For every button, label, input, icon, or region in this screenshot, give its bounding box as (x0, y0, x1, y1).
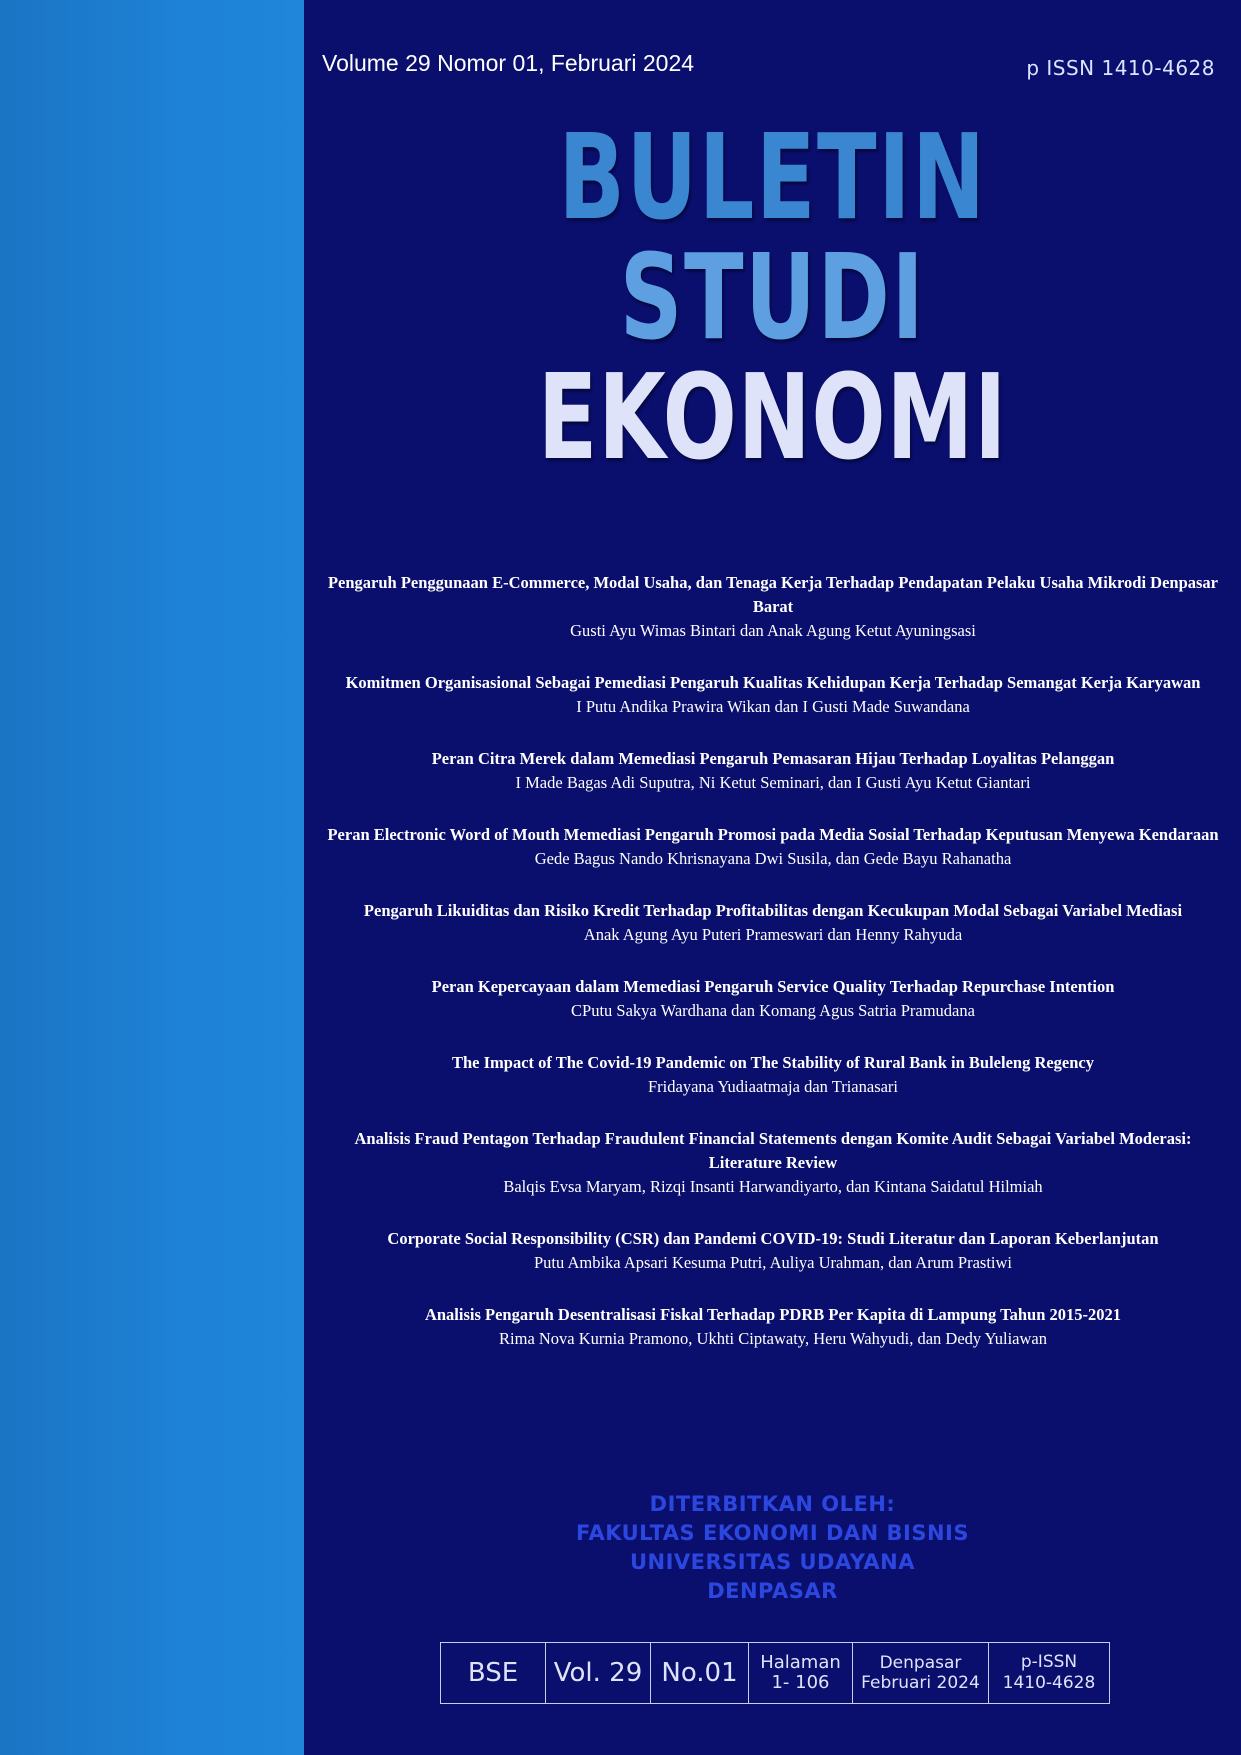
article-entry (322, 1051, 1224, 1099)
article-entry (322, 823, 1224, 871)
article-title: Pengaruh Likuiditas dan Risiko Kredit Terhadap Profitabilitas dengan Kecukupan Modal Sebagai Variabel Mediasi (363, 901, 1183, 920)
citation-footer (440, 1642, 1110, 1704)
article-authors: Fridayana Yudiaatmaja dan Trianasari (647, 1077, 899, 1096)
publisher-line: DENPASAR (707, 1579, 838, 1603)
issn-label: p ISSN 1410-4628 (1026, 56, 1215, 80)
article-entry (322, 975, 1224, 1023)
article-authors: Gusti Ayu Wimas Bintari dan Anak Agung Ketut Ayuningsasi (570, 621, 976, 640)
footer-pages (749, 1643, 853, 1703)
article-authors: Rima Nova Kurnia Pramono, Ukhti Ciptawaty, Heru Wahyudi, dan Dedy Yuliawan (499, 1329, 1047, 1348)
masthead-line-3: EKONOMI (537, 348, 1008, 486)
publisher-line: DITERBITKAN OLEH: (649, 1492, 896, 1516)
article-entry (322, 747, 1224, 795)
masthead-line-2: STUDI (619, 228, 926, 366)
publisher-block (304, 1490, 1241, 1606)
publisher-line: FAKULTAS EKONOMI DAN BISNIS (576, 1521, 969, 1545)
publisher-line: UNIVERSITAS UDAYANA (629, 1550, 916, 1574)
footer-issn (989, 1643, 1109, 1703)
footer-issn-label: p-ISSN (1020, 1652, 1078, 1672)
article-title: Corporate Social Responsibility (CSR) dan Pandemi COVID-19: Studi Literatur dan Laporan Keberlanjutan (387, 1229, 1159, 1248)
article-entry (322, 899, 1224, 947)
footer-pages-range: 1- 106 (771, 1672, 830, 1693)
article-authors: Putu Ambika Apsari Kesuma Putri, Auliya Urahman, dan Arum Prastiwi (533, 1253, 1012, 1272)
article-title: Analisis Fraud Pentagon Terhadap Fraudulent Financial Statements dengan Komite Audit Sebagai Variabel Moderasi: Literature Review (354, 1129, 1192, 1172)
article-title: The Impact of The Covid-19 Pandemic on The Stability of Rural Bank in Buleleng Regency (451, 1053, 1095, 1072)
article-authors: Balqis Evsa Maryam, Rizqi Insanti Harwandiyarto, dan Kintana Saidatul Hilmiah (503, 1177, 1043, 1196)
footer-date: Februari 2024 (861, 1673, 980, 1693)
article-title: Analisis Pengaruh Desentralisasi Fiskal Terhadap PDRB Per Kapita di Lampung Tahun 2015-2021 (424, 1305, 1122, 1324)
article-entry (322, 1227, 1224, 1275)
footer-issn-number: 1410-4628 (1002, 1673, 1096, 1693)
left-color-band (0, 0, 304, 1755)
article-title: Pengaruh Penggunaan E-Commerce, Modal Usaha, dan Tenaga Kerja Terhadap Pendapatan Pelaku Usaha Mikrodi Denpasar Barat (327, 573, 1219, 616)
footer-pages-label: Halaman (760, 1652, 841, 1673)
article-authors: Anak Agung Ayu Puteri Prameswari dan Henny Rahyuda (583, 925, 963, 944)
article-title: Peran Kepercayaan dalam Memediasi Pengaruh Service Quality Terhadap Repurchase Intention (431, 977, 1115, 996)
table-of-contents (322, 571, 1224, 1351)
article-entry (322, 1303, 1224, 1351)
footer-journal-abbrev: BSE (441, 1643, 546, 1703)
volume-issue-line: Volume 29 Nomor 01, Februari 2024 (322, 50, 695, 76)
footer-city: Denpasar (879, 1653, 962, 1673)
article-authors: CPutu Sakya Wardhana dan Komang Agus Satria Pramudana (571, 1001, 975, 1020)
article-title: Peran Citra Merek dalam Memediasi Pengaruh Pemasaran Hijau Terhadap Loyalitas Pelanggan (431, 749, 1115, 768)
article-authors: I Made Bagas Adi Suputra, Ni Ketut Seminari, dan I Gusti Ayu Ketut Giantari (515, 773, 1031, 792)
article-title: Komitmen Organisasional Sebagai Pemediasi Pengaruh Kualitas Kehidupan Kerja Terhadap Semangat Kerja Karyawan (345, 673, 1201, 692)
article-entry (322, 671, 1224, 719)
article-title: Peran Electronic Word of Mouth Memediasi Pengaruh Promosi pada Media Sosial Terhadap Keputusan Menyewa Kendaraan (327, 825, 1219, 844)
footer-volume: Vol. 29 (546, 1643, 651, 1703)
article-entry (322, 571, 1224, 643)
footer-place-date (853, 1643, 989, 1703)
journal-masthead (304, 108, 1241, 486)
masthead-line-1: BULETIN (558, 108, 987, 246)
footer-number: No.01 (651, 1643, 749, 1703)
article-authors: Gede Bagus Nando Khrisnayana Dwi Susila, dan Gede Bayu Rahanatha (534, 849, 1012, 868)
article-authors: I Putu Andika Prawira Wikan dan I Gusti Made Suwandana (576, 697, 970, 716)
article-entry (322, 1127, 1224, 1199)
